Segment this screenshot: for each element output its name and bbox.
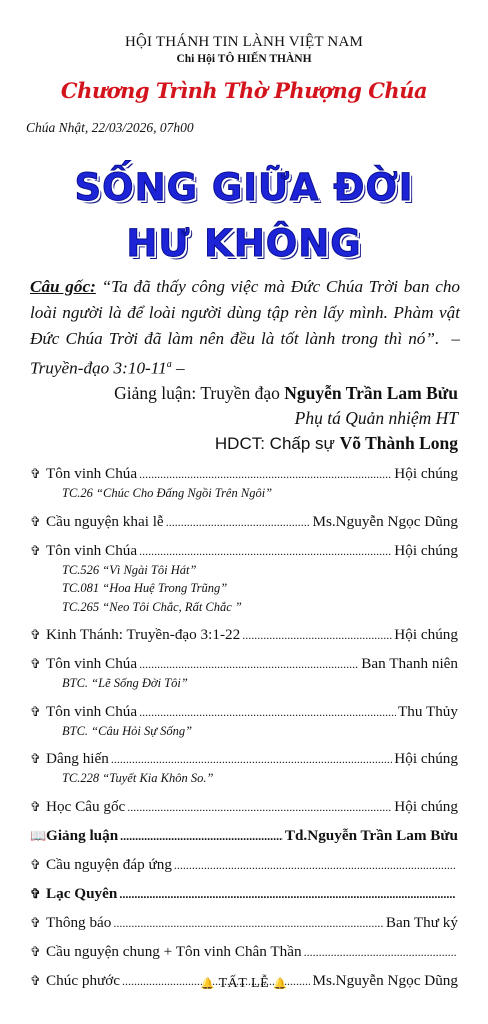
key-verse-text: “Ta đã thấy công việc mà Đức Chúa Trời ban cho loài người là để loài người dùng tập rèn lấy mình. Phàm vật Đức Chúa Trời đã làm nên đều là tốt lành trong thì nó”. (30, 277, 461, 348)
order-item-person: Hội chúng (394, 797, 458, 815)
cross-icon: ✞ (30, 914, 41, 930)
order-item (30, 626, 458, 644)
hymn-title: BTC. “Câu Hỏi Sự Sống” (62, 723, 193, 738)
order-item (30, 856, 458, 874)
hymn-title: TC.228 “Tuyết Kia Khôn So.” (62, 771, 214, 785)
order-item-person: Ban Thư ký (385, 913, 458, 931)
hymn-title: TC.265 “Neo Tôi Chắc, Rất Chắc ” (62, 599, 242, 614)
worship-leader-line (0, 433, 458, 454)
order-item-label: Thông báo (46, 913, 112, 931)
order-item (30, 885, 458, 903)
order-item (30, 914, 458, 932)
order-item (30, 513, 458, 531)
order-item (30, 798, 458, 816)
key-verse-label: Câu gốc: (30, 277, 96, 296)
dot-leader (139, 465, 392, 483)
order-item-person: Hội chúng (394, 465, 458, 482)
key-verse-ref: – Truyền-đạo 3:10-11 (30, 329, 461, 378)
order-item (30, 750, 458, 768)
hymn-title: TC.081 “Hoa Huệ Trong Trũng” (62, 581, 228, 595)
order-item (30, 943, 458, 961)
worship-leader-name: Võ Thành Long (339, 433, 458, 453)
cross-icon: ✞ (30, 656, 41, 671)
dot-leader (113, 914, 384, 932)
preacher-prefix: Giảng luận: Truyền đạo (114, 383, 285, 403)
preacher-name: Nguyễn Trần Lam Bửu (284, 383, 458, 403)
cross-icon: ✞ (30, 856, 41, 872)
order-item (30, 827, 458, 845)
cross-icon: ✞ (30, 542, 41, 558)
order-item-label: Dâng hiến (46, 750, 109, 767)
order-item-person: Ban Thanh niên (361, 655, 458, 672)
dot-leader (139, 542, 392, 560)
bell-icon: 🔔 (273, 978, 288, 990)
dot-leader (111, 750, 392, 768)
hymn-title: TC.26 “Chúc Cho Đấng Ngồi Trên Ngôi” (62, 486, 273, 500)
order-item-label: Cầu nguyện đáp ứng (46, 855, 172, 873)
branch-name: Chi Hội TÔ HIẾN THÀNH (176, 53, 312, 65)
order-item-person: Ms.Nguyễn Ngọc Dũng (312, 512, 458, 530)
cross-icon: ✞ (30, 703, 41, 719)
order-item (30, 465, 458, 483)
bell-icon: 🔔 (200, 978, 215, 990)
dot-leader (242, 626, 392, 644)
key-verse-ref-sup: a (166, 359, 172, 370)
order-item-label: Chúc phước (46, 971, 121, 989)
cross-icon: ✞ (30, 513, 41, 529)
order-item-label: Tôn vinh Chúa (46, 702, 138, 720)
order-item (30, 542, 458, 560)
dot-leader (119, 885, 456, 903)
order-item-label: Cầu nguyện khai lễ (46, 512, 164, 530)
order-item-label: Tôn vinh Chúa (46, 541, 138, 559)
hymn-title: BTC. “Lẽ Sống Đời Tôi” (62, 676, 188, 690)
closing (0, 976, 488, 992)
dot-leader (166, 513, 311, 531)
book-icon: 📖 (30, 827, 47, 843)
key-verse-ref-end: – (171, 358, 185, 378)
cross-icon: ✞ (30, 943, 41, 959)
dot-leader (304, 943, 456, 961)
sermon-title-line2: HƯ KHÔNG (126, 222, 362, 265)
dot-leader (174, 856, 456, 874)
cross-icon: ✞ (30, 751, 41, 766)
dot-leader (139, 703, 396, 721)
order-item-person: Ms.Nguyễn Ngọc Dũng (312, 971, 458, 989)
order-item-person: Thu Thủy (397, 702, 458, 720)
key-verse (30, 274, 460, 382)
order-item-label: Lạc Quyên (46, 884, 118, 902)
cross-icon: ✞ (30, 627, 41, 642)
closing-text: TẤT LỄ (218, 976, 270, 991)
hymn-title: TC.526 “Vì Ngài Tôi Hát” (62, 562, 197, 577)
service-date: Chúa Nhật, 22/03/2026, 07h00 (26, 120, 194, 135)
order-item-label: Tôn vinh Chúa (46, 655, 138, 672)
order-item-person: Hội chúng (394, 626, 458, 643)
church-name: HỘI THÁNH TIN LÀNH VIỆT NAM (124, 34, 364, 50)
cross-icon: ✞ (30, 798, 41, 814)
worship-leader-prefix: HDCT: Chấp sự (214, 434, 340, 453)
sermon-title-line1: SỐNG GIỮA ĐỜI (74, 166, 414, 209)
cross-icon: ✞ (30, 972, 41, 988)
order-item (30, 655, 458, 673)
order-item-label: Tôn vinh Chúa (46, 465, 138, 482)
order-item-person: Hội chúng (394, 750, 458, 767)
order-item-person: Hội chúng (394, 541, 458, 559)
order-item-label: Giảng luận (46, 826, 119, 844)
order-item (30, 703, 458, 721)
program-title: Chương Trình Thờ Phượng Chúa (60, 78, 428, 103)
dot-leader (120, 827, 283, 845)
preacher-role: Phụ tá Quản nhiệm HT (294, 408, 458, 428)
preacher-line (0, 383, 458, 404)
cross-icon: ✞ (30, 466, 41, 481)
dot-leader (139, 655, 359, 673)
cross-icon: ✞ (30, 885, 41, 901)
dot-leader (127, 798, 392, 816)
order-item-person: Td.Nguyễn Trần Lam Bửu (284, 826, 458, 844)
order-item-label: Kinh Thánh: Truyền-đạo 3:1-22 (46, 626, 241, 643)
order-item-label: Cầu nguyện chung + Tôn vinh Chân Thần (46, 942, 302, 960)
order-item-label: Học Câu gốc (46, 797, 126, 815)
